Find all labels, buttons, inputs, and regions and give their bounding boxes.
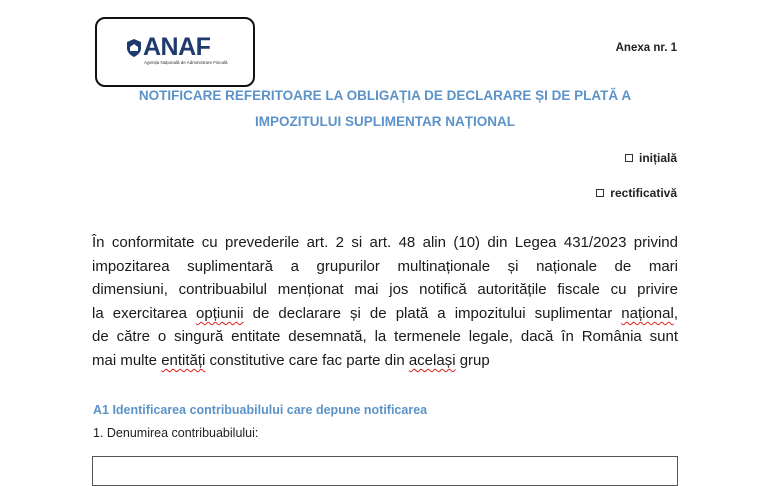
document-title-line2: IMPOZITULUI SUPLIMENTAR NAȚIONAL	[255, 114, 515, 129]
taxpayer-name-label: 1. Denumirea contribuabilului:	[93, 426, 259, 440]
paragraph-line: dimensiuni, contribuabilul menționat mai jos notifică autoritățile fiscale cu privire	[92, 281, 678, 299]
text-run: la exercitarea	[92, 304, 197, 322]
document-title-line1: NOTIFICARE REFERITOARE LA OBLIGAȚIA DE DECLARARE ȘI DE PLATĂ A	[138, 88, 632, 103]
paragraph-line: impozitarea suplimentară a grupurilor multinaționale și naționale de mari	[92, 257, 678, 275]
option-initial[interactable]	[625, 151, 677, 165]
section-a1-title: A1 Identificarea contribuabilului care depune notificarea	[93, 403, 428, 417]
paragraph-line: În conformitate cu prevederile art. 2 si art. 48 alin (10) din Legea 431/2023 privind	[92, 234, 678, 251]
checkbox-initial[interactable]	[625, 154, 633, 162]
spellcheck-word: entități	[161, 351, 206, 369]
option-initial-label: inițială	[638, 151, 677, 165]
spellcheck-word: național	[621, 304, 674, 322]
text-run: mai multe	[92, 351, 162, 369]
checkbox-rectificative[interactable]	[596, 189, 604, 197]
intro-paragraph	[92, 231, 678, 373]
paragraph-line	[92, 349, 678, 373]
text-run: grup	[455, 351, 490, 369]
taxpayer-name-field[interactable]	[92, 456, 678, 486]
anaf-logo-box	[95, 17, 255, 87]
text-run: constitutive care fac parte din	[205, 351, 409, 369]
annex-label: Anexa nr. 1	[615, 42, 677, 54]
anaf-shield-icon	[125, 38, 143, 58]
text-run: ,	[673, 304, 678, 322]
option-rectificative[interactable]	[596, 186, 677, 200]
text-run: de declarare și de plată a impozitului suplimentar	[243, 304, 622, 322]
option-rectificative-label: rectificativă	[610, 186, 677, 200]
paragraph-line: de către o singură entitate desemnată, la termenele legale, dacă în România sunt	[92, 328, 678, 346]
spellcheck-word: opțiunii	[196, 304, 244, 322]
logo-subtitle: Agenția Națională de Administrare Fiscală	[144, 60, 228, 65]
paragraph-line	[92, 302, 678, 326]
logo-wordmark: ANAF	[143, 33, 211, 61]
spellcheck-word: același	[408, 351, 456, 369]
